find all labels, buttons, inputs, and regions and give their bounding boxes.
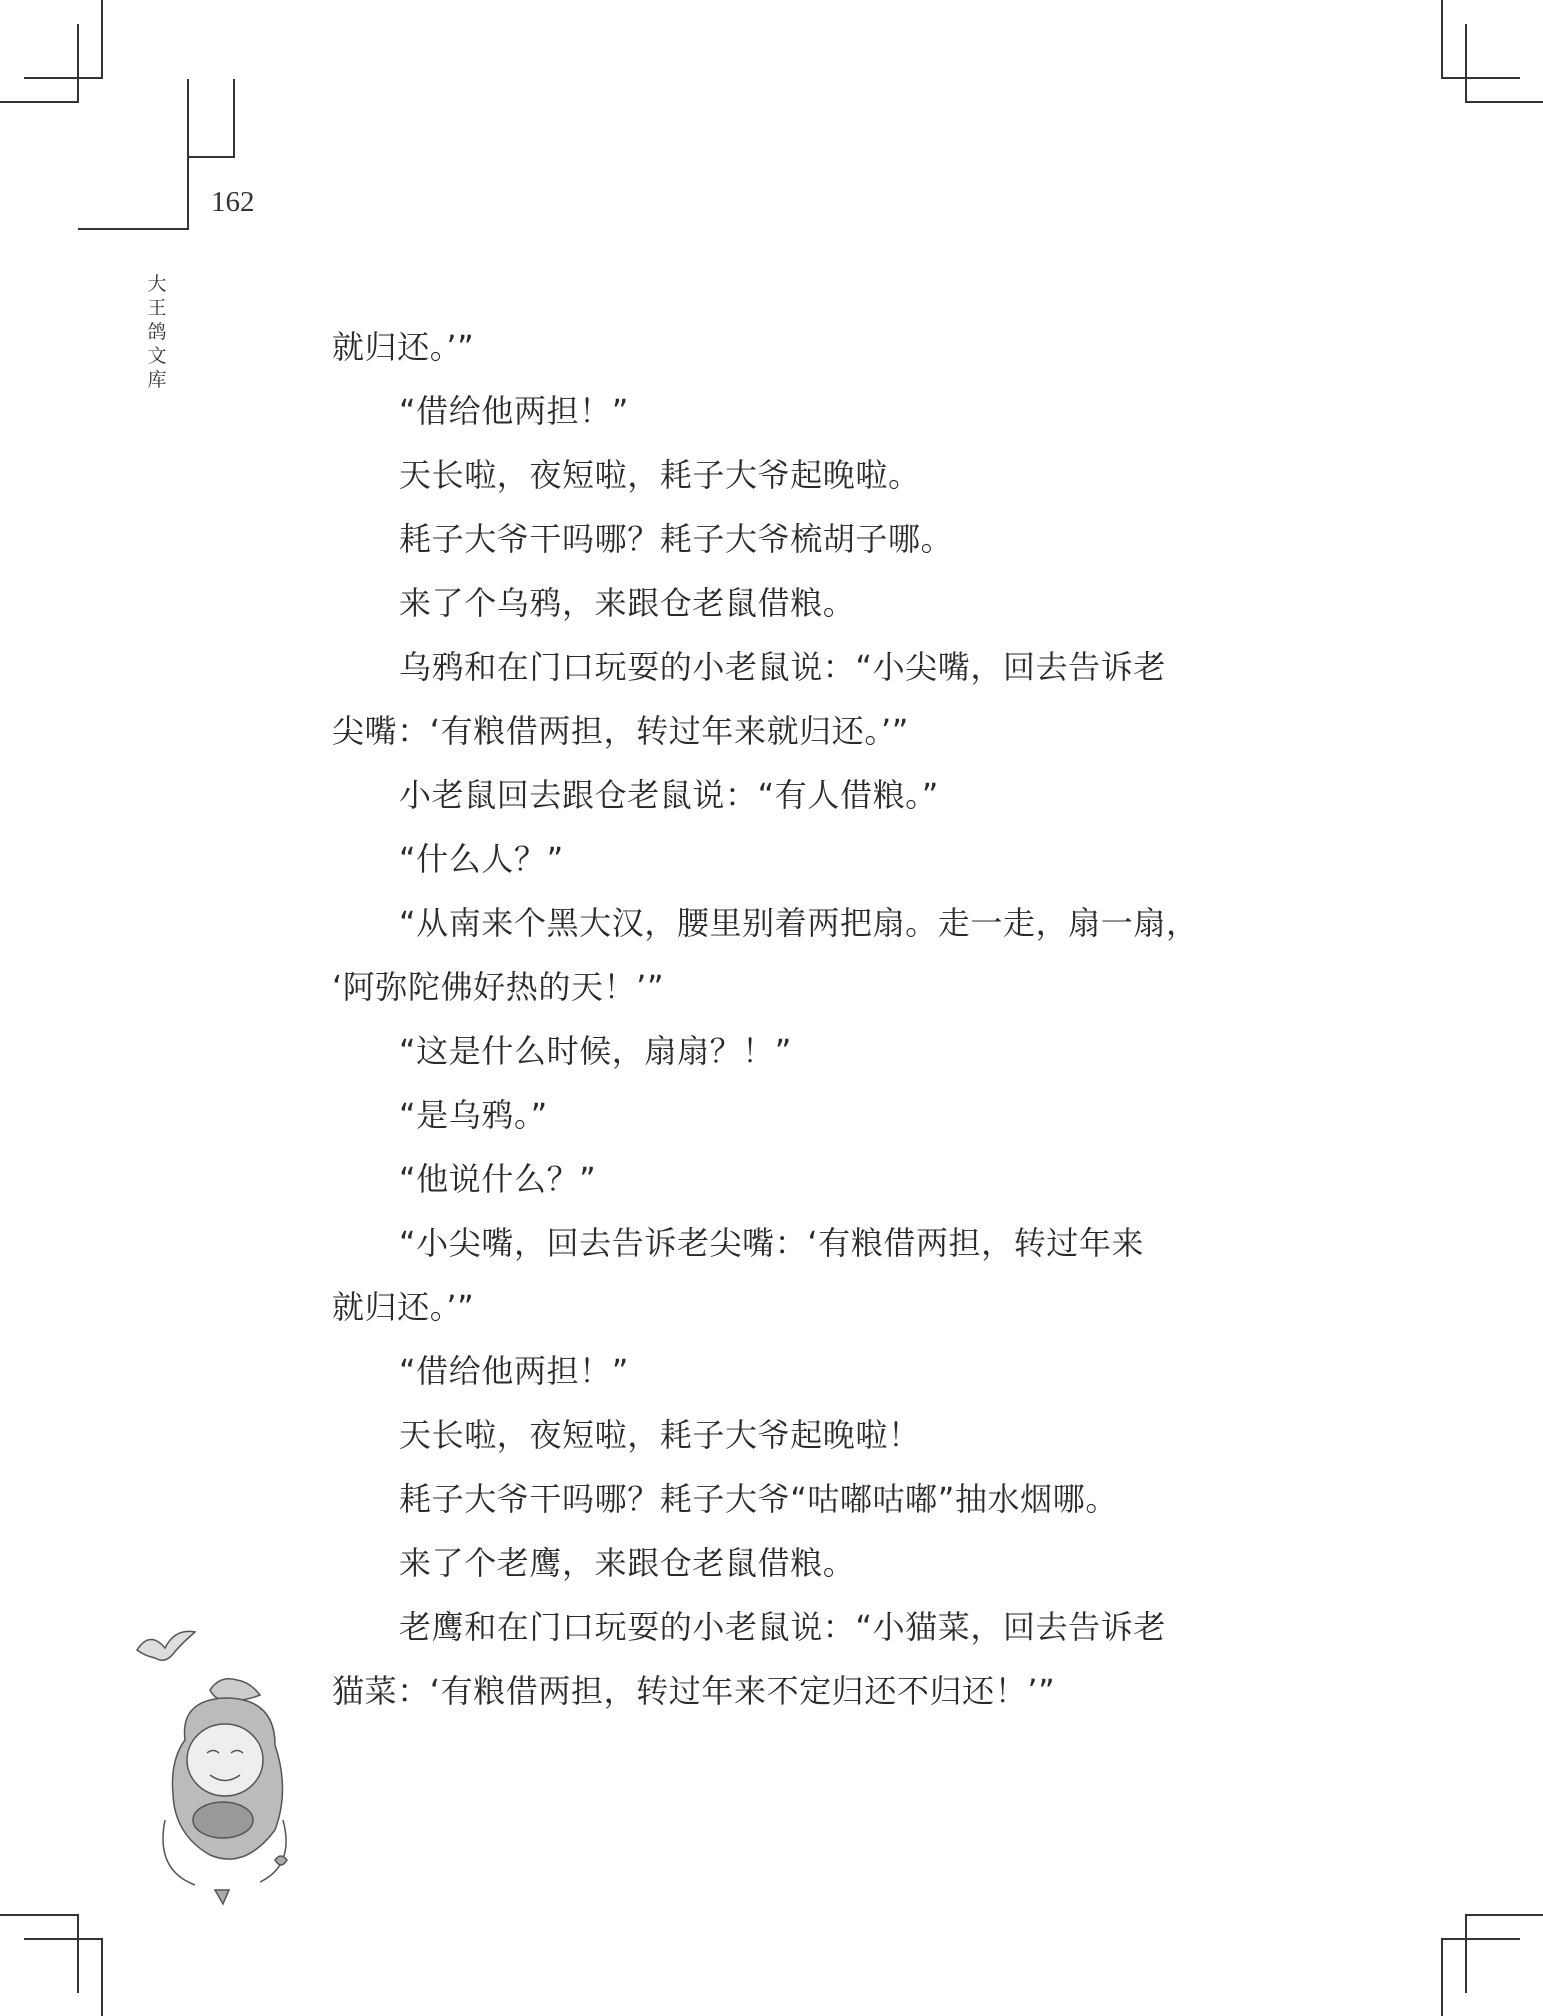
text-line: ‘阿弥陀佛好热的天！’” <box>332 968 665 1006</box>
text-line: “从南来个黑大汉，腰里别着两把扇。走一走，扇一扇， <box>399 904 1199 942</box>
crop-mark <box>0 1914 79 1916</box>
crop-mark <box>24 77 103 79</box>
crop-mark <box>0 101 79 103</box>
text-line: “什么人？” <box>399 840 564 878</box>
text-line: 就归还。’” <box>332 328 475 366</box>
text-line: 耗子大爷干吗哪？耗子大爷梳胡子哪。 <box>399 520 954 558</box>
text-line: “借给他两担！” <box>399 392 629 430</box>
crop-mark <box>1465 101 1543 103</box>
text-line: 乌鸦和在门口玩耍的小老鼠说：“小尖嘴，回去告诉老 <box>399 648 1166 686</box>
crop-mark <box>1441 1938 1443 2016</box>
text-line: 猫菜：‘有粮借两担，转过年来不定归还不归还！’” <box>332 1672 1056 1710</box>
crop-mark <box>1465 24 1467 103</box>
header-rule <box>78 228 189 230</box>
crop-mark <box>24 1938 103 1940</box>
header-rule <box>233 79 235 157</box>
text-line: “小尖嘴，回去告诉老尖嘴：‘有粮借两担，转过年来 <box>399 1224 1145 1262</box>
text-line: “他说什么？” <box>399 1160 597 1198</box>
series-title-vertical <box>146 272 168 392</box>
text-line: 天长啦，夜短啦，耗子大爷起晚啦！ <box>399 1416 921 1454</box>
text-line: 来了个乌鸦，来跟仓老鼠借粮。 <box>399 584 856 622</box>
page-number: 162 <box>211 186 255 218</box>
series-title-char: 文 <box>147 345 167 367</box>
series-title-char: 大 <box>147 273 167 295</box>
text-line: “借给他两担！” <box>399 1352 629 1390</box>
crop-mark <box>1441 0 1443 79</box>
text-line: 就归还。’” <box>332 1288 475 1326</box>
text-line: 耗子大爷干吗哪？耗子大爷“咕嘟咕嘟”抽水烟哪。 <box>399 1480 1118 1518</box>
crop-mark <box>1465 1914 1467 1993</box>
text-line: “是乌鸦。” <box>399 1096 548 1134</box>
crop-mark <box>101 0 103 79</box>
crop-mark <box>77 24 79 103</box>
bearded-man-with-birds-illustration <box>125 1620 355 1910</box>
body-text <box>332 324 1202 1732</box>
header-rule <box>187 156 235 158</box>
crop-mark <box>101 1938 103 2016</box>
crop-mark <box>1441 77 1520 79</box>
text-line: 天长啦，夜短啦，耗子大爷起晚啦。 <box>399 456 921 494</box>
crop-mark <box>1465 1914 1543 1916</box>
text-line: 老鹰和在门口玩耍的小老鼠说：“小猫菜，回去告诉老 <box>399 1608 1166 1646</box>
series-title-char: 鸽 <box>147 321 167 343</box>
crop-mark <box>77 1914 79 1993</box>
series-title-char: 库 <box>147 369 167 391</box>
series-title-char: 王 <box>147 297 167 319</box>
text-line: 小老鼠回去跟仓老鼠说：“有人借粮。” <box>399 776 939 814</box>
text-line: “这是什么时候，扇扇？！” <box>399 1032 792 1070</box>
text-line: 尖嘴：‘有粮借两担，转过年来就归还。’” <box>332 712 909 750</box>
crop-mark <box>1441 1938 1520 1940</box>
text-line: 来了个老鹰，来跟仓老鼠借粮。 <box>399 1544 856 1582</box>
header-rule <box>187 79 189 230</box>
